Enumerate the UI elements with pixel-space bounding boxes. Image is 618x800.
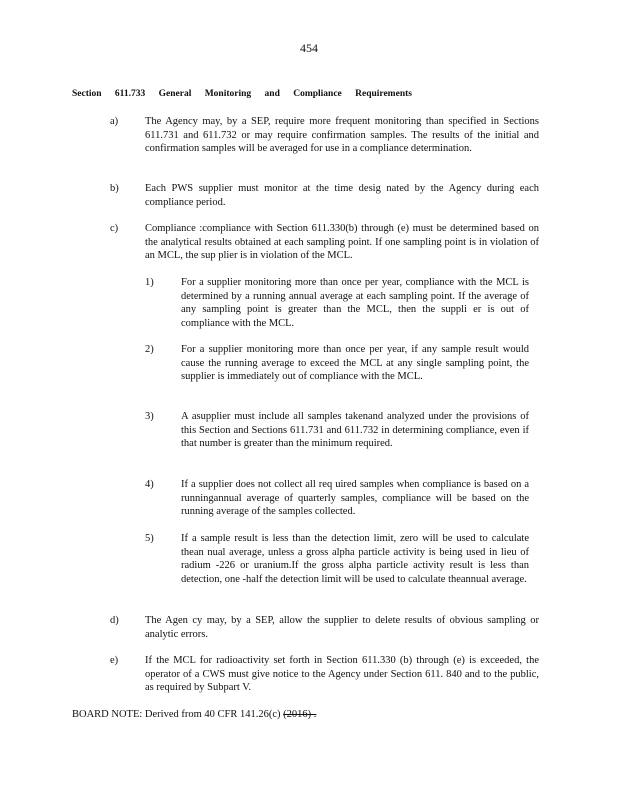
section-label: Section — [72, 89, 102, 99]
board-note-struck-text: (2016) . — [283, 709, 317, 720]
section-heading — [72, 89, 412, 99]
item-text: The Agen cy may, by a SEP, allow the supplier to delete results of obvious sampling or analytic errors. — [145, 615, 539, 640]
subitem-text: If a sample result is less than the detection limit, zero will be used to calculate thean nual average, unless a gross alpha particle activity is being used in lieu of radium -226 or uranium.If the gross alpha particle activity result is less than detection, one -half the detection limit will be used to calculate theannual average. — [181, 533, 529, 585]
subitem-label: 1) — [145, 277, 154, 288]
heading-word: and — [264, 89, 280, 99]
item-label: c) — [110, 223, 119, 234]
heading-word: Monitoring — [204, 89, 252, 99]
subitem-label: 2) — [145, 344, 154, 355]
item-text: Compliance :compliance with Section 611.330(b) through (e) must be determined based on the analytical results obtained at each sampling point. If one sampling point is in violation of an MCL, the sup plier is in violation of the MCL. — [145, 223, 539, 262]
item-text: The Agency may, by a SEP, require more frequent monitoring than specified in Sections 611.731 and 611.732 or may require confirmation samples. The results of the initial and confirmation samples will be averaged for use in a compliance determination. — [145, 116, 539, 155]
heading-word: Requirements — [355, 89, 412, 99]
item-text: Each PWS supplier must monitor at the time desig nated by the Agency during each compliance period. — [145, 183, 539, 208]
subitem-label: 5) — [145, 533, 154, 544]
item-label: d) — [110, 615, 119, 626]
board-note — [72, 709, 316, 720]
subitem-text: A asupplier must include all samples takenand analyzed under the provisions of this Section and Sections 611.731 and 611.732 in determining compliance, even if that number is greater than the minimum required. — [181, 411, 529, 450]
subitem-label: 3) — [145, 411, 154, 422]
subitem-text: For a supplier monitoring more than once per year, if any sample result would cause the running average to exceed the MCL at any single sampling point, the supplier is immediately out of compliance with the MCL. — [181, 344, 529, 383]
subitem-text: For a supplier monitoring more than once per year, compliance with the MCL is determined by a running annual average at each sampling point. If the average of any sampling point is greater than the MCL, then the suppli er is out of compliance with the MCL. — [181, 277, 529, 329]
item-label: a) — [110, 116, 119, 127]
heading-word: Compliance — [293, 89, 342, 99]
section-number: 611.733 — [114, 89, 146, 99]
item-label: b) — [110, 183, 119, 194]
item-text: If the MCL for radioactivity set forth in Section 611.330 (b) through (e) is exceeded, the operator of a CWS must give notice to the Agency under Section 611. 840 and to the public, as required by Subpart V. — [145, 655, 539, 694]
board-note-text: BOARD NOTE: Derived from 40 CFR 141.26(c) — [72, 709, 281, 720]
page-number: 454 — [300, 41, 318, 55]
subitem-text: If a supplier does not collect all req uired samples when compliance is based on a runningannual average of quarterly samples, compliance will be based on the running average of the samples collected. — [181, 479, 529, 518]
subitem-label: 4) — [145, 479, 154, 490]
heading-word: General — [158, 89, 192, 99]
item-label: e) — [110, 655, 119, 666]
